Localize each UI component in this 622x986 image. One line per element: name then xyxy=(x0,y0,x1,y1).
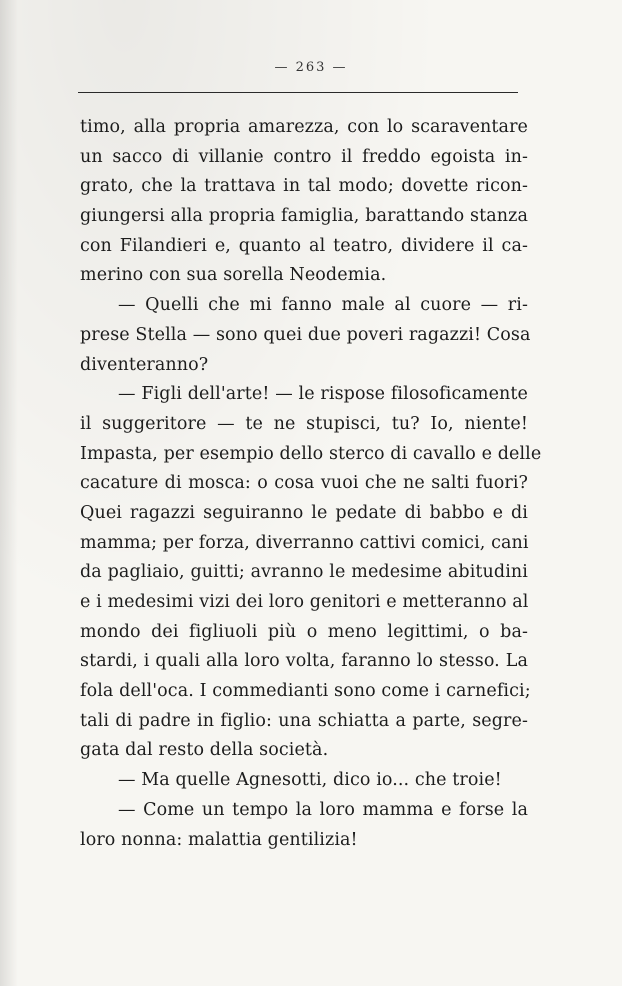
text-line: prese Stella — sono quei due poveri ragazzi! Cosa xyxy=(80,324,531,345)
text-line: tali di padre in figlio: una schiatta a parte, segre- xyxy=(80,710,528,731)
text-line: mamma; per forza, diverranno cattivi comici, cani xyxy=(80,532,529,553)
text-line: con Filandieri e, quanto al teatro, dividere il ca- xyxy=(80,235,528,256)
page-number: — 263 — xyxy=(274,60,348,75)
text-line: Impasta, per esempio dello sterco di cavallo e delle xyxy=(80,443,542,464)
text-line: e i medesimi vizi dei loro genitori e metteranno al xyxy=(80,592,529,612)
text-line: il suggeritore — te ne stupisci, tu? Io, niente! xyxy=(80,413,528,434)
body-text xyxy=(80,113,542,855)
text-line: diventeranno? xyxy=(80,354,209,375)
text-line: giungersi alla propria famiglia, barattando stanza xyxy=(80,206,528,227)
text-line: un sacco di villanie contro il freddo egoista in- xyxy=(80,146,528,167)
text-line: Quei ragazzi seguiranno le pedate di babbo e di xyxy=(80,502,528,523)
text-line: timo, alla propria amarezza, con lo scaraventare xyxy=(80,117,528,137)
text-line: grato, che la trattava in tal modo; dovette ricon- xyxy=(80,176,528,197)
text-line: da pagliaio, guitti; avranno le medesime abitudini xyxy=(80,562,528,583)
text-line: fola dell'oca. I commedianti sono come i carnefici; xyxy=(80,681,531,702)
text-line: stardi, i quali alla loro volta, faranno lo stesso. La xyxy=(80,651,528,672)
text-line: — Figli dell'arte! — le rispose filosoficamente xyxy=(118,384,528,405)
text-line: loro nonna: malattia gentilizia! xyxy=(80,829,358,850)
text-line: cacature di mosca: o cosa vuoi che ne salti fuori? xyxy=(80,473,528,494)
text-line: — Come un tempo la loro mamma e forse la xyxy=(118,799,528,820)
text-line: gata dal resto della società. xyxy=(80,740,329,761)
text-line: mondo dei figliuoli più o meno legittimi, o ba- xyxy=(80,621,528,642)
header-rule xyxy=(78,92,518,93)
text-line: — Quelli che mi fanno male al cuore — ri- xyxy=(118,295,528,316)
text-line: — Ma quelle Agnesotti, dico io... che troie! xyxy=(118,770,502,791)
text-line: merino con sua sorella Neodemia. xyxy=(80,265,387,286)
